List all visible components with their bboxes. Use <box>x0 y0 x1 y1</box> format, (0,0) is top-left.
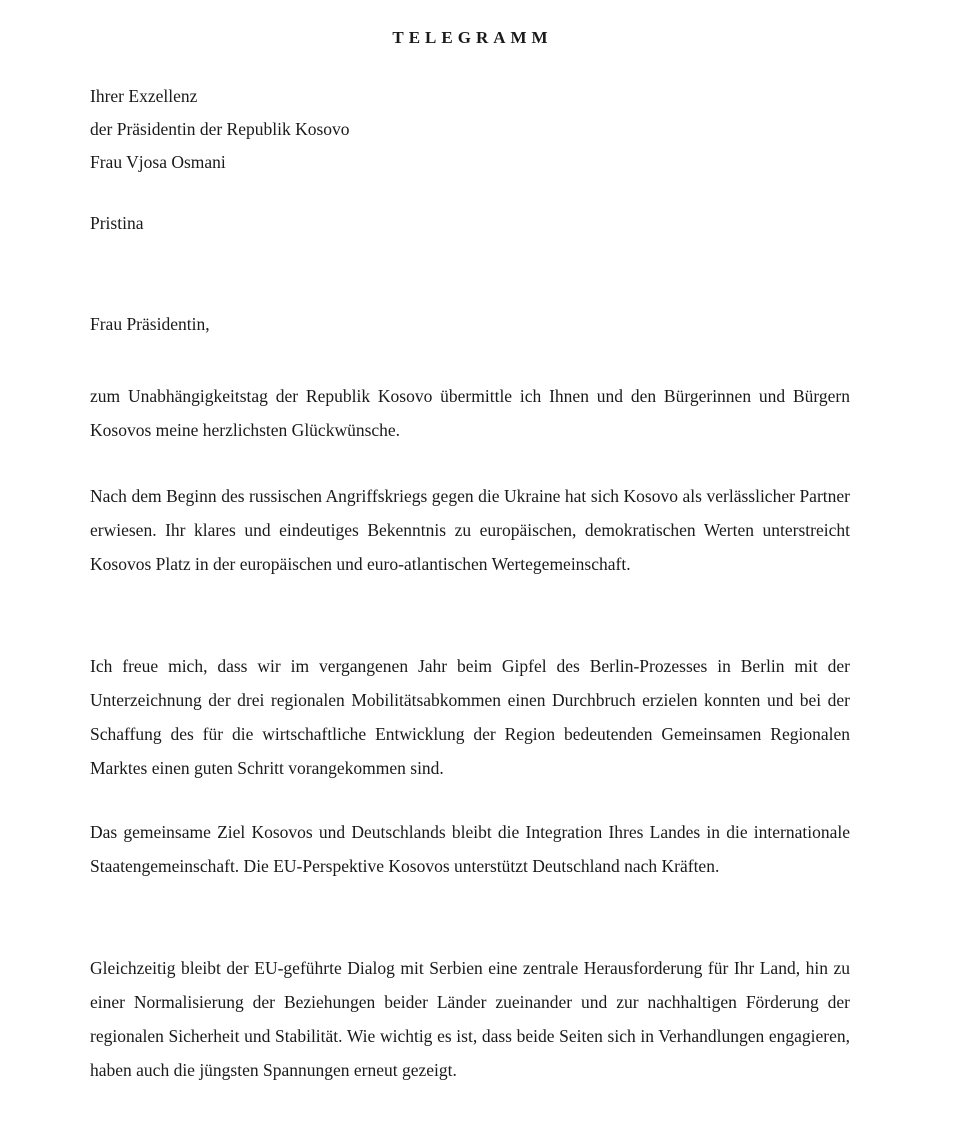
recipient-city: Pristina <box>90 213 144 233</box>
recipient-line-3: Frau Vjosa Osmani <box>90 152 226 172</box>
body-paragraph-5: Gleichzeitig bleibt der EU-geführte Dialog mit Serbien eine zentrale Herausforderung für Ihr Land, hin zu einer Normalisierung der Beziehungen beider Länder zueinander und zur nachhaltigen Förderung der regionalen Sicherheit und Stabilität. Wie wichtig es ist, dass beide Seiten sich in Verhandlungen engagieren, haben auch die jüngsten Spannungen erneut gezeigt. <box>90 958 850 1080</box>
body-paragraph-4: Das gemeinsame Ziel Kosovos und Deutschlands bleibt die Integration Ihres Landes in die internationale Staatengemeinschaft. Die EU-Perspektive Kosovos unterstützt Deutschland nach Kräften. <box>90 822 850 876</box>
recipient-address <box>90 80 350 179</box>
recipient-line-1: Ihrer Exzellenz <box>90 86 198 106</box>
body-paragraph-1: zum Unabhängigkeitstag der Republik Kosovo übermittle ich Ihnen und den Bürgerinnen und Bürgern Kosovos meine herzlichsten Glückwünsche. <box>90 386 850 440</box>
body-paragraph-3: Ich freue mich, dass wir im vergangenen Jahr beim Gipfel des Berlin-Prozesses in Berlin mit der Unterzeichnung der drei regionalen Mobilitätsabkommen einen Durchbruch erzielen konnten und bei der Schaffung des für die wirtschaftliche Entwicklung der Region bedeutenden Gemeinsamen Regionalen Marktes einen guten Schritt vorangekommen sind. <box>90 656 850 778</box>
salutation: Frau Präsidentin, <box>90 314 210 334</box>
recipient-line-2: der Präsidentin der Republik Kosovo <box>90 119 350 139</box>
body-paragraph-2: Nach dem Beginn des russischen Angriffskriegs gegen die Ukraine hat sich Kosovo als verlässlicher Partner erwiesen. Ihr klares und eindeutiges Bekenntnis zu europäischen, demokratischen Werten unterstreicht Kosovos Platz in der europäischen und euro-atlantischen Wertegemeinschaft. <box>90 486 850 574</box>
document-title: TELEGRAMM <box>392 28 553 47</box>
